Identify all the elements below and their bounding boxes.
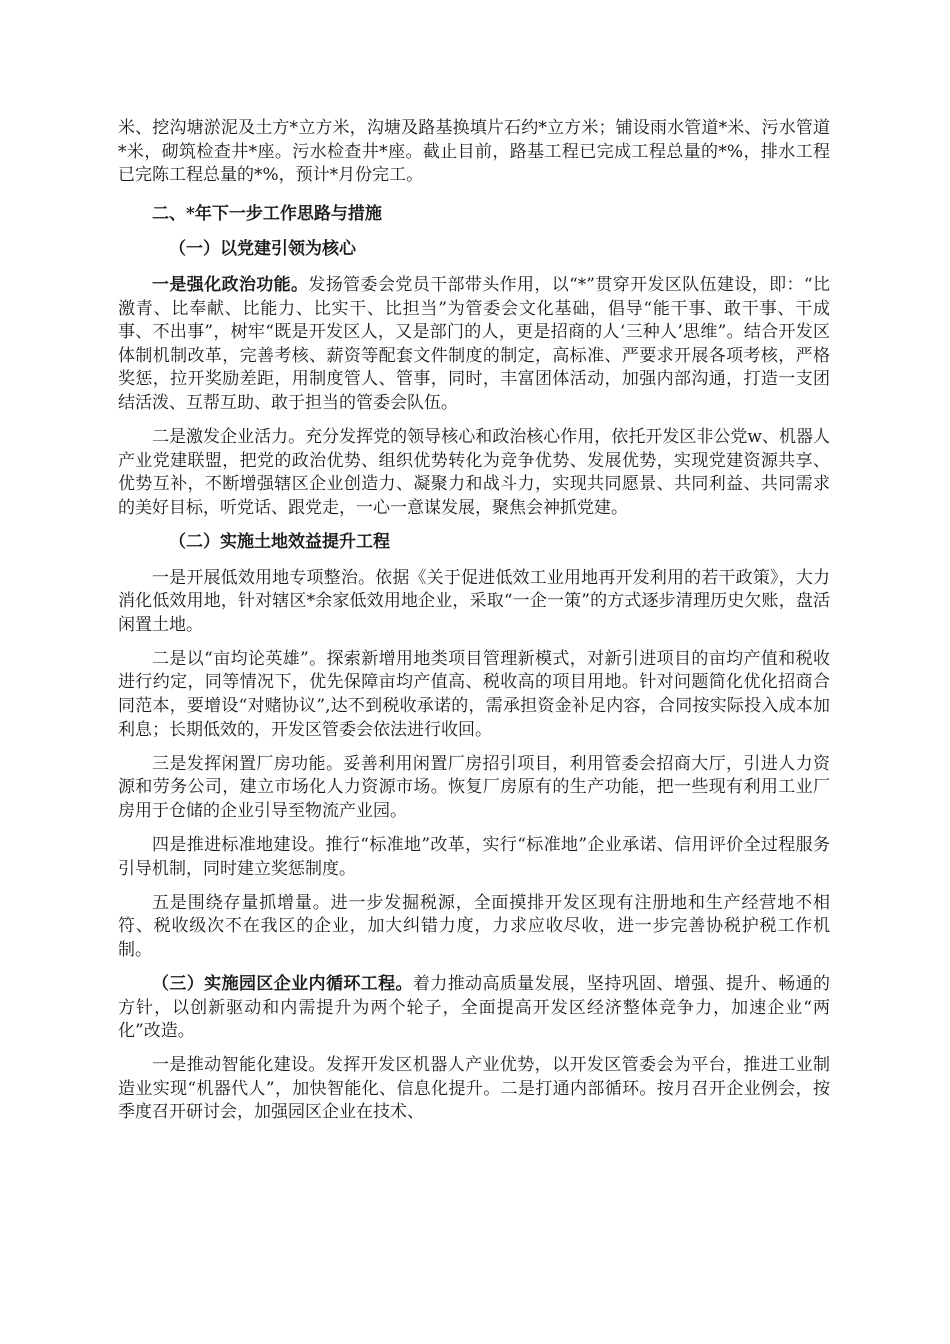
paragraph-tax-source: 五是围绕存量抓增量。进一步发掘税源，全面摸排开发区现有注册地和生产经营地不相符、税收级次不在我区的企业，加大纠错力度，力求应收尽收，进一步完善协税护税工作机制。 (118, 892, 830, 960)
paragraph-per-mu-output: 二是以“亩均论英雄”。探索新增用地类项目管理新模式，对新引进项目的亩均产值和税收进行约定，同等情况下，优先保障亩均产值高、税收高的项目用地。针对问题简化优化招商合同范本，要增设“对赌协议”,达不到税收承诺的，需承担资金补足内容，合同按实际投入成本加利息；长期低效的，开发区管委会依法进行收回。 (118, 648, 830, 740)
paragraph-standard-land: 四是推进标准地建设。推行“标准地”改革，实行“标准地”企业承诺、信用评价全过程服务引导机制，同时建立奖惩制度。 (118, 834, 830, 879)
paragraph-lead: 一是强化政治功能。 (152, 274, 309, 295)
document-page (118, 117, 830, 1135)
paragraph-low-efficiency-land: 一是开展低效用地专项整治。依据《关于促进低效工业用地再开发利用的若干政策》，大力消化低效用地，针对辖区*余家低效用地企业，采取“一企一策”的方式逐步清理历史欠账，盘活闲置土地。 (118, 567, 830, 635)
paragraph-internal-circulation (118, 973, 830, 1044)
subsection-heading-1: （一）以党建引领为核心 (169, 239, 356, 260)
paragraph-continued: 米、挖沟塘淤泥及土方*立方米，沟塘及路基换填片石约*立方米；铺设雨水管道*米、污水管道*米，砌筑检查井*座。污水检查井*座。截止目前，路基工程已完成工程总量的*%，排水工程已完陈工程总量的*%，预计*月份完工。 (118, 118, 830, 186)
paragraph-idle-plants: 三是发挥闲置厂房功能。妥善利用闲置厂房招引项目，利用管委会招商大厅，引进人力资源和劳务公司，建立市场化人力资源市场。恢复厂房原有的生产功能，把一些现有利用工业厂房用于仓储的企业引导至物流产业园。 (118, 753, 830, 821)
paragraph-enterprise-vitality: 二是激发企业活力。充分发挥党的领导核心和政治核心作用，依托开发区非公党w、机器人产业党建联盟，把党的政治优势、组织优势转化为竞争优势、发展优势，实现党建资源共享、优势互补，不断增强辖区企业创造力、凝聚力和战斗力，实现共同愿景、共同利益、共同需求的美好目标，听党话、跟党走，一心一意谋发展，聚焦会神抓党建。 (118, 427, 830, 518)
paragraph-body: 发扬管委会党员干部带头作用，以“*”贯穿开发区队伍建设，即：“比激青、比奉献、比能力、比实干、比担当”为管委会文化基础，倡导“能干事、敢干事、干成事、不出事”，树牢“既是开发区人，又是部门的人，更是招商的人‘三种人’思维”。结合开发区体制机制改革，完善考核、薪资等配套文件制度的制定，高标准、严要求开展各项考核，严格奖惩，拉开奖励差距，用制度管人、管事，同时，丰富团体活动，加强内部沟通，打造一支团结活泼、互帮互助、敢于担当的管委会队伍。 (118, 274, 830, 413)
paragraph-political-function (118, 274, 830, 416)
paragraph-lead: （三）实施园区企业内循环工程。 (152, 973, 413, 994)
subsection-heading-2: （二）实施土地效益提升工程 (169, 531, 390, 552)
paragraph-intelligent-construction: 一是推动智能化建设。发挥开发区机器人产业优势，以开发区管委会为平台，推进工业制造业实现“机器代人”，加快智能化、信息化提升。二是打通内部循环。按月召开企业例会，按季度召开研讨会，加强园区企业在技术、 (118, 1055, 830, 1123)
paragraph-body: 着力推动高质量发展，坚持巩固、增强、提升、畅通的方针，以创新驱动和内需提升为两个轮子，全面提高开发区经济整体竞争力，加速企业“两化”改造。 (118, 973, 830, 1042)
section-heading-2: 二、*年下一步工作思路与措施 (152, 203, 382, 224)
